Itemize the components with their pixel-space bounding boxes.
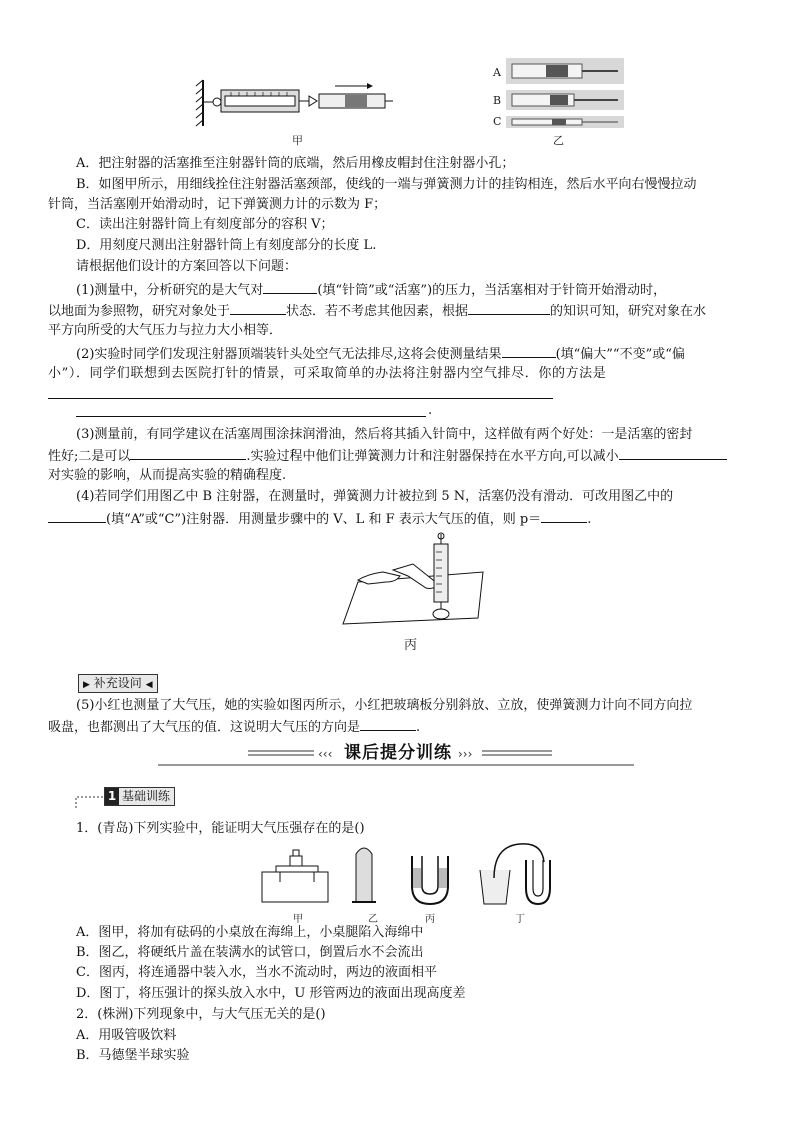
supplement-tag — [78, 674, 158, 693]
q4-line2 — [48, 509, 591, 529]
question2-option-a[interactable]: A．用吸管吸饮料 — [76, 1028, 177, 1043]
answer-blank-2[interactable] — [230, 301, 286, 315]
section-bracket — [74, 793, 106, 809]
q2-text-b: (填“偏大”“不变”或“偏 — [555, 347, 685, 362]
figure-yi-label-b: B — [493, 94, 502, 107]
q2-line2: 小”）．同学们联想到去医院打针的情景，可采取简单的办法将注射器内空气排尽．你的方法是 — [48, 366, 607, 381]
triangle-left-icon: ◀ — [145, 680, 153, 690]
answer-blank-3[interactable] — [468, 301, 550, 315]
q1-text-a: (1)测量中，分析研究的是大气对 — [76, 283, 264, 298]
figure-bing-apparatus — [338, 532, 488, 632]
question1-option-a[interactable]: A．图甲，将加有砝码的小桌放在海绵上，小桌腿陷入海绵中 — [76, 925, 424, 940]
q1-text-d: 状态．若不考虑其他因素，根据 — [286, 304, 469, 319]
q5-line2 — [48, 717, 420, 737]
step-d: D．用刻度尺测出注射器针筒上有刻度部分的长度 L. — [76, 238, 377, 253]
q1-text-b: (填“针筒”或“活塞”)的压力，当活塞相对于针筒开始滑动时， — [317, 283, 667, 298]
question1-option-c[interactable]: C．图丙，将连通器中装入水，当水不流动时，两边的液面相平 — [76, 965, 437, 980]
step-b-line2: 针筒，当活塞刚开始滑动时，记下弹簧测力计的示数为 F； — [48, 197, 387, 212]
q1-fig-ding-caption: 丁 — [515, 914, 525, 925]
section-label: 基础训练 — [122, 789, 171, 803]
q1-line1 — [76, 280, 666, 300]
q1-fig-jia-caption: 甲 — [293, 914, 303, 925]
answer-blank-7[interactable] — [130, 446, 246, 460]
q4-line1: (4)若同学们用图乙中 B 注射器，在测量时，弹簧测力计被拉到 5 N，活塞仍没有滑动．可改用图乙中的 — [76, 489, 674, 504]
question1-option-b[interactable]: B．图乙，将硬纸片盖在装满水的试管口，倒置后水不会流出 — [76, 945, 424, 960]
supplement-tag-label: 补充设问 — [93, 676, 142, 690]
question1-figures — [258, 842, 558, 908]
figure-yi-label-a: A — [493, 66, 501, 79]
q5-text-b: . — [416, 720, 421, 735]
q1-fig-yi-caption: 乙 — [368, 914, 378, 925]
answer-blank-5[interactable] — [48, 398, 553, 399]
answer-blank-9[interactable] — [48, 509, 106, 523]
section-tag — [104, 787, 175, 806]
q1-text-e: 的知识可知，研究对象在水 — [550, 304, 707, 319]
q1-fig-bing-caption: 丙 — [425, 914, 435, 925]
q4-text-a: (填“A”或“C”)注射器．用测量步骤中的 V、L 和 F 表示大气压的值，则 p＝ — [106, 512, 542, 527]
step-c: C．读出注射器针筒上有刻度部分的容积 V； — [76, 217, 334, 232]
question2-option-b[interactable]: B．马德堡半球实验 — [76, 1048, 190, 1063]
q3-text-a: 性好;二是可以 — [48, 449, 131, 464]
step-b-line1: B．如图甲所示，用细线拴住注射器活塞颈部，使线的一端与弹簧测力计的挂钩相连，然后水平向右慢慢拉动 — [76, 177, 697, 192]
q2-line1 — [76, 344, 685, 364]
step-a: A．把注射器的活塞推至注射器针筒的底端，然后用橡皮帽封住注射器小孔； — [76, 156, 515, 171]
figure-jia-apparatus — [195, 78, 395, 128]
q3-line3: 对实验的影响，从而提高实验的精确程度. — [48, 468, 287, 483]
q3-text-b: .实验过程中他们让弹簧测力计和注射器保持在水平方向,可以减小 — [246, 449, 619, 464]
q5-line1: (5)小红也测量了大气压，她的实验如图丙所示，小红把玻璃板分别斜放、立放，使弹簧测力计向不同方向拉 — [76, 698, 693, 713]
figure-bing-caption: 丙 — [404, 638, 418, 653]
answer-blank-11[interactable] — [360, 717, 416, 731]
triangle-right-icon: ▶ — [83, 680, 90, 690]
figure-yi-syringes — [506, 58, 624, 130]
section-number: 1 — [105, 788, 119, 805]
q1-line3: 平方向所受的大气压力与拉力大小相等． — [48, 323, 283, 338]
question1-stem: 1．(青岛)下列实验中，能证明大气压强存在的是() — [76, 821, 365, 836]
q4-text-b: . — [587, 512, 592, 527]
answer-blank-10[interactable] — [541, 509, 587, 523]
answer-blank-1[interactable] — [263, 280, 317, 294]
q2-end-period: . — [428, 403, 433, 418]
q3-line2 — [48, 446, 727, 466]
q5-text-a: 吸盘，也都测出了大气压的值．这说明大气压的方向是 — [48, 720, 361, 735]
banner-title: 课后提分训练 — [344, 743, 452, 763]
answer-blank-8[interactable] — [619, 446, 727, 460]
figure-yi-caption: 乙 — [553, 134, 564, 147]
svg-text:›››: ››› — [458, 747, 473, 761]
intro-text: 请根据他们设计的方案回答以下问题： — [76, 259, 298, 274]
q2-text-a: (2)实验时同学们发现注射器顶端装针头处空气无法排尽,这将会使测量结果 — [76, 347, 502, 362]
q1-line2 — [48, 301, 706, 321]
question2-stem: 2．(株洲)下列现象中，与大气压无关的是() — [76, 1007, 326, 1022]
figure-jia-caption: 甲 — [292, 134, 303, 147]
answer-blank-6[interactable] — [76, 416, 426, 417]
q3-line1: (3)测量前，有同学建议在活塞周围涂抹润滑油，然后将其插入针筒中，这样做有两个好处：一是活塞的密封 — [76, 427, 693, 442]
svg-text:‹‹‹: ‹‹‹ — [318, 747, 333, 761]
q1-text-c: 以地面为参照物，研究对象处于 — [48, 304, 231, 319]
question1-option-d[interactable]: D．图丁，将压强计的探头放入水中，U 形管两边的液面出现高度差 — [76, 986, 466, 1001]
figure-yi-label-c: C — [493, 115, 502, 128]
answer-blank-4[interactable] — [502, 344, 556, 358]
